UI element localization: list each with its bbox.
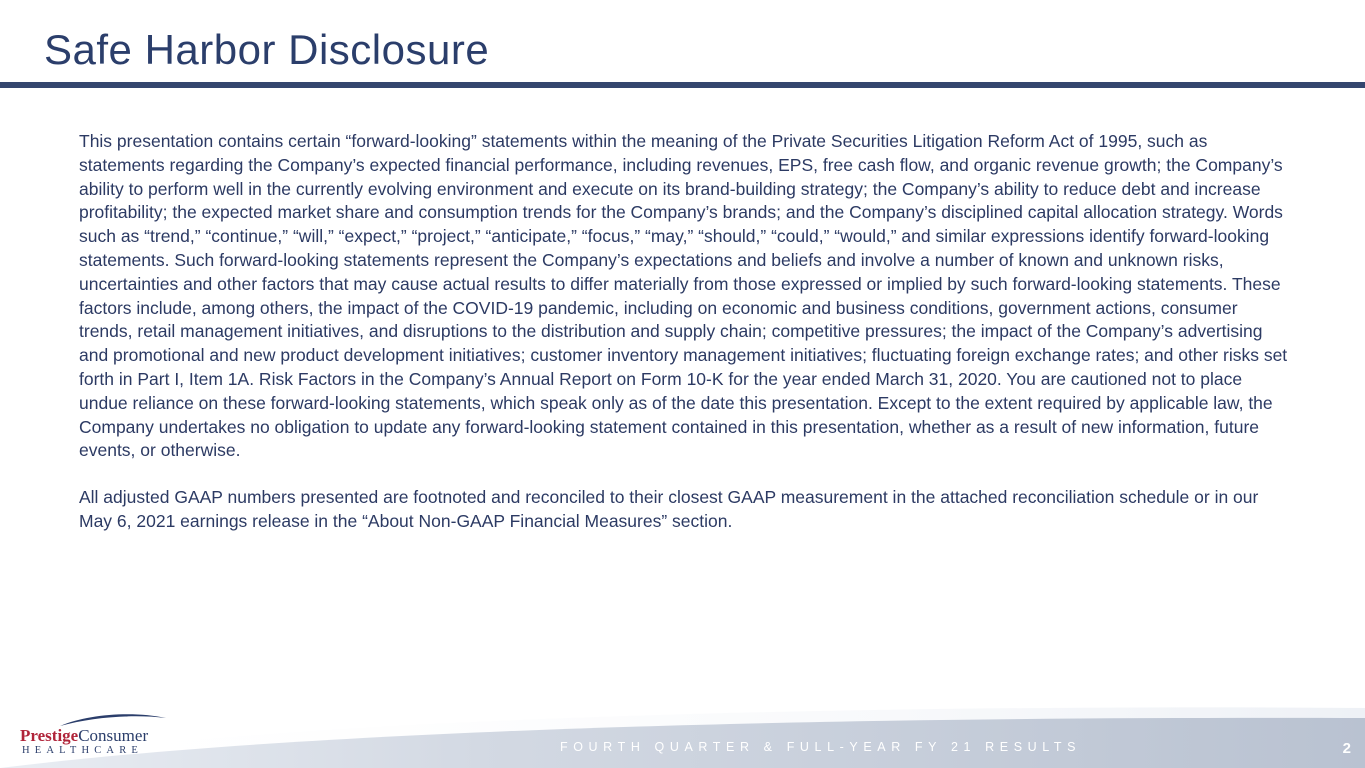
logo-subtitle: HEALTHCARE bbox=[22, 745, 144, 756]
title-divider bbox=[0, 82, 1365, 88]
page-number: 2 bbox=[1342, 740, 1351, 757]
footer-swoosh bbox=[0, 690, 1365, 768]
disclosure-paragraph: This presentation contains certain “forward-looking” statements within the meaning of the Private Securities Litigation Reform Act of 1995, such as statements regarding the Company’s expected financial performance, including revenues, EPS, free cash flow, and organic revenue growth; the Company’s ability to perform well in the currently evolving environment and execute on its brand-building strategy; the Company’s ability to reduce debt and increase profitability; the expected market share and consumption trends for the Company’s brands; and the Company’s disciplined capital allocation strategy. Words such as “trend,” “continue,” “will,” “expect,” “project,” “anticipate,” “focus,” “may,” “should,” “could,” “would,” and similar expressions identify forward-looking statements. Such forward-looking statements represent the Company’s expectations and beliefs and involve a number of known and unknown risks, uncertainties and other factors that may cause actual results to differ materially from those expressed or implied by such forward-looking statements. These factors include, among others, the impact of the COVID-19 pandemic, including on economic and business conditions, government actions, consumer trends, retail management initiatives, and disruptions to the distribution and supply chain; competitive pressures; the impact of the Company’s advertising and promotional and new product development initiatives; customer inventory management initiatives; fluctuating foreign exchange rates; and other risks set forth in Part I, Item 1A. Risk Factors in the Company’s Annual Report on Form 10-K for the year ended March 31, 2020. You are cautioned not to place undue reliance on these forward-looking statements, which speak only as of the date this presentation. Except to the extent required by applicable law, the Company undertakes no obligation to update any forward-looking statement contained in this presentation, whether as a result of new information, future events, or otherwise. bbox=[79, 131, 1288, 461]
footer-label: FOURTH QUARTER & FULL-YEAR FY 21 RESULTS bbox=[560, 740, 1082, 754]
logo-brand-regular: Consumer bbox=[78, 726, 149, 745]
logo-wordmark bbox=[20, 726, 148, 746]
disclosure-body bbox=[79, 130, 1294, 534]
gaap-paragraph: All adjusted GAAP numbers presented are footnoted and reconciled to their closest GAAP measurement in the attached reconciliation schedule or in our May 6, 2021 earnings release in the “About Non-GAAP Financial Measures” section. bbox=[79, 487, 1259, 531]
company-logo bbox=[20, 712, 170, 760]
page-title: Safe Harbor Disclosure bbox=[44, 26, 490, 73]
logo-brand-bold: Prestige bbox=[20, 726, 79, 745]
